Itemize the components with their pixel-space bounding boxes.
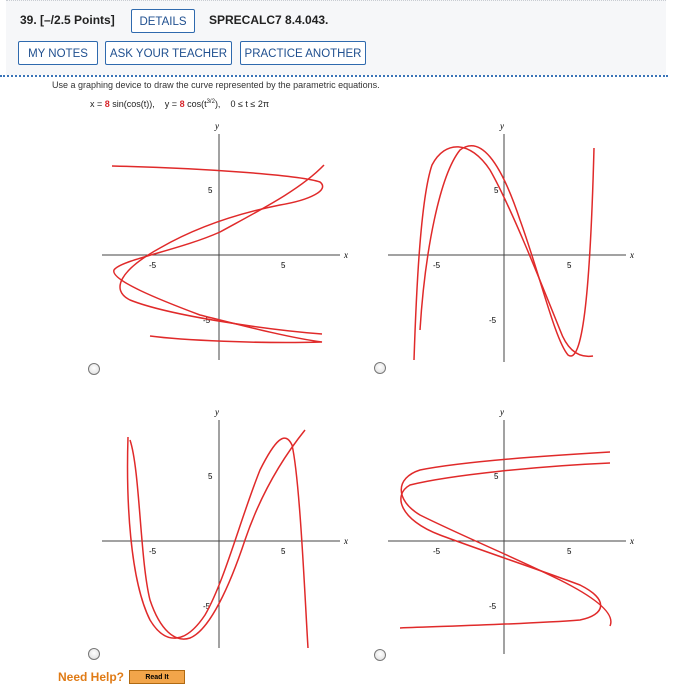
eq-y-coef: 8 (179, 99, 185, 109)
radio-option-a[interactable] (88, 363, 100, 375)
details-button[interactable]: DETAILS (131, 9, 195, 33)
plot-a (102, 121, 348, 360)
my-notes-button[interactable]: MY NOTES (18, 41, 98, 65)
plot-c-x-label: x (344, 536, 348, 546)
need-help-label: Need Help? (58, 670, 125, 684)
plot-c (102, 407, 348, 648)
eq-y-rhs-a: cos(t (184, 99, 207, 109)
plot-c-y-label: y (215, 407, 219, 417)
plot-c-curve-1 (128, 437, 308, 648)
plot-b-y-tick-neg: -5 (489, 316, 497, 325)
plot-d-curve-2 (400, 463, 610, 628)
plot-a-y-label: y (215, 121, 219, 131)
read-it-button[interactable]: Read It (129, 670, 185, 684)
plot-a-x-tick-pos: 5 (281, 261, 286, 270)
radio-option-d[interactable] (374, 649, 386, 661)
plot-d-x-tick-neg: -5 (433, 547, 441, 556)
plot-d (388, 407, 634, 654)
plot-a-y-tick-neg: -5 (203, 316, 211, 325)
plot-b-y-label: y (500, 121, 504, 131)
plot-c-curve-2 (130, 430, 305, 639)
plot-d-curve-1 (401, 452, 611, 626)
plot-c-x-tick-neg: -5 (149, 547, 157, 556)
plot-b-x-label: x (630, 250, 634, 260)
eq-y-lhs: y = (164, 99, 180, 109)
plot-a-x-tick-neg: -5 (149, 261, 157, 270)
radio-option-c[interactable] (88, 648, 100, 660)
plot-b (388, 121, 634, 362)
question-number: 39. [–/2.5 Points] (20, 13, 115, 27)
radio-option-b[interactable] (374, 362, 386, 374)
plot-d-y-tick-pos: 5 (494, 472, 499, 481)
eq-range: 0 ≤ t ≤ 2π (230, 99, 270, 109)
ask-teacher-button[interactable]: ASK YOUR TEACHER (105, 41, 232, 65)
plot-d-y-label: y (500, 407, 504, 417)
eq-x-lhs: x = (90, 99, 105, 109)
instruction-text: Use a graphing device to draw the curve represented by the parametric equations. (52, 80, 380, 90)
eq-x-rhs: sin(cos(t)), (109, 99, 165, 109)
plot-d-y-tick-neg: -5 (489, 602, 497, 611)
plot-b-y-tick-pos: 5 (494, 186, 499, 195)
plot-b-x-tick-neg: -5 (433, 261, 441, 270)
plot-c-y-tick-pos: 5 (208, 472, 213, 481)
plot-b-curve-2 (420, 146, 594, 356)
plot-d-x-tick-pos: 5 (567, 547, 572, 556)
question-code: SPRECALC7 8.4.043. (209, 13, 329, 27)
plot-c-x-tick-pos: 5 (281, 547, 286, 556)
practice-another-button[interactable]: PRACTICE ANOTHER (240, 41, 366, 65)
eq-y-rhs-b: ), (214, 99, 231, 109)
eq-x-coef: 8 (104, 99, 110, 109)
plot-d-x-label: x (630, 536, 634, 546)
plot-c-y-tick-neg: -5 (203, 602, 211, 611)
plot-a-y-tick-pos: 5 (208, 186, 213, 195)
plot-a-x-label: x (344, 250, 348, 260)
eq-y-exp: 3/2 (206, 99, 215, 105)
plot-b-x-tick-pos: 5 (567, 261, 572, 270)
